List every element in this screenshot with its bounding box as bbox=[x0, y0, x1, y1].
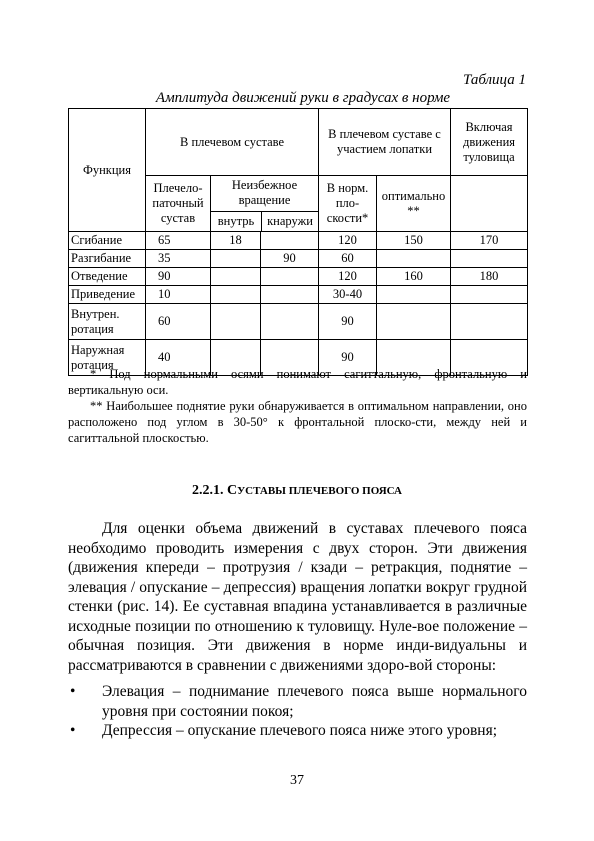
footnote-1: * Под нормальными осями понимают сагиттальную, фронтальную и вертикальную оси. bbox=[68, 367, 527, 397]
table-cell: 90 bbox=[261, 250, 319, 268]
table-cell: 60 bbox=[146, 304, 211, 340]
header-glenohumeral: Плечело-паточный сустав bbox=[146, 176, 211, 232]
header-function: Функция bbox=[69, 109, 146, 232]
table-cell bbox=[377, 250, 451, 268]
header-inward: внутрь bbox=[211, 212, 262, 231]
table-cell bbox=[377, 286, 451, 304]
row-label: Наружная ротация bbox=[69, 340, 146, 376]
section-first-letter: С bbox=[226, 483, 238, 498]
table-cell: 40 bbox=[146, 340, 211, 376]
list-item bbox=[68, 721, 527, 741]
table-cell bbox=[261, 232, 319, 250]
bullet-icon: • bbox=[70, 683, 76, 700]
row-label: Внутрен. ротация bbox=[69, 304, 146, 340]
table-cell bbox=[211, 286, 261, 304]
header-rotation-group bbox=[211, 176, 319, 232]
section-number: 2.2.1. bbox=[191, 483, 224, 498]
list-item-text: Элевация – поднимание плечевого пояса выше нормального уровня при состоянии покоя; bbox=[102, 683, 527, 720]
table-cell: 35 bbox=[146, 250, 211, 268]
table-caption: Таблица 1 bbox=[463, 72, 526, 88]
header-with-scapula: В плечевом суставе с участием лопатки bbox=[319, 109, 451, 176]
table-cell bbox=[211, 250, 261, 268]
table-row bbox=[69, 268, 528, 286]
row-label: Приведение bbox=[69, 286, 146, 304]
row-label: Разгибание bbox=[69, 250, 146, 268]
header-optimal: оптимально ** bbox=[377, 176, 451, 232]
table-cell: 90 bbox=[146, 268, 211, 286]
table-cell: 120 bbox=[319, 232, 377, 250]
footnote-2: ** Наибольшее поднятие руки обнаруживается в оптимальном направлении, оно расположено под углом в 30-50° к фронтальной плоско-сти, между ней и сагиттальной плоскостью. bbox=[68, 399, 527, 445]
table-row bbox=[69, 232, 528, 250]
table-cell bbox=[261, 286, 319, 304]
table-cell: 18 bbox=[211, 232, 261, 250]
header-outward: кнаружи bbox=[267, 214, 313, 228]
page-number: 37 bbox=[290, 773, 304, 788]
table-title: Амплитуда движений руки в градусах в норме bbox=[155, 90, 451, 106]
table-cell: 60 bbox=[319, 250, 377, 268]
table-cell bbox=[211, 268, 261, 286]
header-with-trunk: Включая движения туловища bbox=[451, 109, 528, 176]
table-cell: 160 bbox=[377, 268, 451, 286]
table-row bbox=[69, 250, 528, 268]
table-cell: 90 bbox=[319, 304, 377, 340]
table-cell bbox=[261, 268, 319, 286]
table-cell bbox=[211, 304, 261, 340]
header-rotation-split bbox=[211, 211, 318, 231]
section-title-rest: УСТАВЫ ПЛЕЧЕВОГО ПОЯСА bbox=[237, 485, 403, 497]
bullet-list bbox=[68, 682, 527, 741]
list-item-text: Депрессия – опускание плечевого пояса ниже этого уровня; bbox=[102, 722, 498, 739]
table-cell bbox=[451, 286, 528, 304]
table-cell bbox=[377, 304, 451, 340]
table-row bbox=[69, 304, 528, 340]
table-cell bbox=[451, 304, 528, 340]
header-shoulder-joint: В плечевом суставе bbox=[146, 109, 319, 176]
table-cell: 10 bbox=[146, 286, 211, 304]
table-cell: 180 bbox=[451, 268, 528, 286]
list-item bbox=[68, 682, 527, 721]
bullet-icon: • bbox=[70, 722, 76, 739]
table-cell: 90 bbox=[319, 340, 377, 376]
header-rotation: Неизбежное вращение bbox=[231, 178, 298, 207]
body-paragraph: Для оценки объема движений в суставах плечевого пояса необходимо проводить измерения с двух сторон. Эти движения (движения кпереди – протрузия / кзади – ретракция, поднятие – элевация / опускание – депрессия) вращения лопатки вокруг грудной стенки (рис. 14). Ее суставная впадина устанавливается в различные исходные позиции по отношению к туловищу. Нуле-вое положение – обычная позиция. Эти движения в норме инди-видуальны и рассматриваются в сравнении с движениями здоро-вой стороны: bbox=[68, 520, 527, 674]
table-cell: 120 bbox=[319, 268, 377, 286]
header-normal-planes: В норм. пло-скости* bbox=[319, 176, 377, 232]
table-cell: 30-40 bbox=[319, 286, 377, 304]
header-empty bbox=[451, 176, 528, 232]
table-cell: 65 bbox=[146, 232, 211, 250]
table-row bbox=[69, 286, 528, 304]
section-heading bbox=[0, 483, 594, 499]
row-label: Отведение bbox=[69, 268, 146, 286]
table-cell: 150 bbox=[377, 232, 451, 250]
row-label: Сгибание bbox=[69, 232, 146, 250]
table-cell: 170 bbox=[451, 232, 528, 250]
range-of-motion-table bbox=[68, 108, 528, 376]
table-cell bbox=[261, 304, 319, 340]
table-cell bbox=[451, 250, 528, 268]
